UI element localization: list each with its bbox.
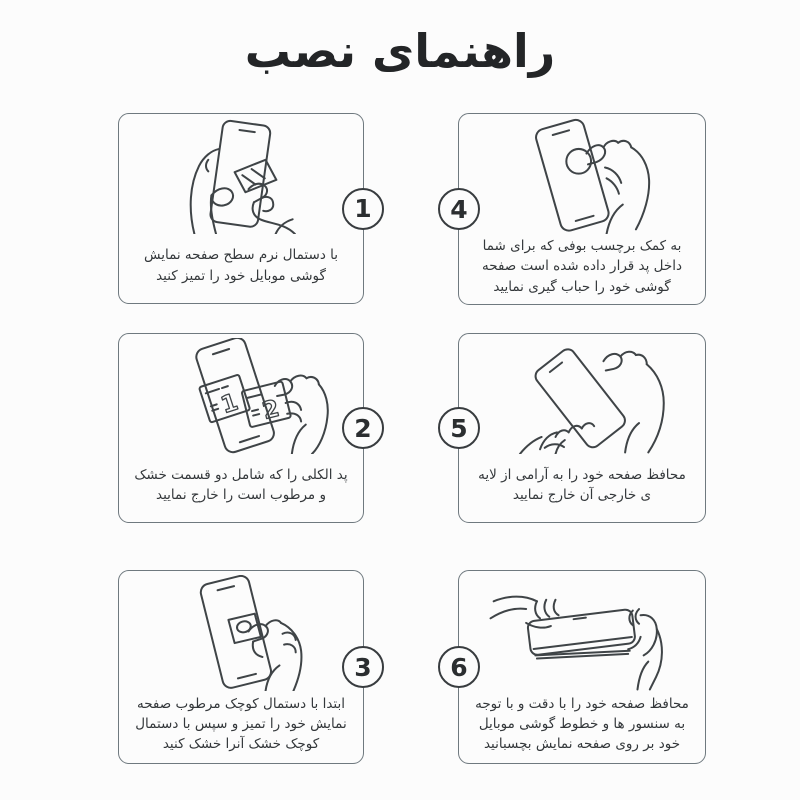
step-5-caption: محافظ صفحه خود را به آرامی از لایه ی خارجی آن خارج نمایید (478, 466, 686, 503)
sachet-2-label: 2 (259, 394, 283, 425)
step-1-panel (118, 113, 372, 304)
step-2-caption: پد الکلی را که شامل دو قسمت خشک و مرطوب است را خارج نمایید (134, 466, 348, 503)
sachet-1-label: 1 (217, 388, 242, 420)
peel-protector-outer-layer-illustration (489, 338, 675, 454)
page-title: راهنمای نصب (244, 24, 556, 78)
step-1-number-badge: 1 (342, 188, 384, 230)
step-5-number-badge: 5 (438, 407, 480, 449)
step-3-art (148, 575, 334, 691)
remove-bubbles-with-buff-sticker-illustration (489, 118, 675, 234)
step-3-caption: ابتدا با دستمال کوچک مرطوب صفحه نمایش خود را تمیز و سپس با دستمال کوچک خشک آنرا خشک کنید (135, 695, 347, 753)
step-3-panel (118, 570, 372, 764)
step-4-caption: به کمک برچسب بوفی که برای شما داخل پد قرار داده شده است صفحه گوشی خود را حباب گیری نمایید (482, 238, 682, 295)
step-1-art (148, 118, 334, 234)
take-out-two-part-alcohol-pads-illustration (148, 338, 334, 454)
step-3-number-badge: 3 (342, 646, 384, 688)
align-and-stick-protector-illustration (489, 575, 675, 691)
step-4-art (489, 118, 675, 234)
step-6-caption: محافظ صفحه خود را با دقت و با توجه به سنسور ها و خطوط گوشی موبایل خود بر روی صفحه نمایش بچسبانید (475, 695, 689, 753)
step-4-panel (450, 113, 706, 305)
step-5-art (489, 338, 675, 454)
step-1-caption: با دستمال نرم سطح صفحه نمایش گوشی موبایل خود را تمیز کنید (143, 247, 338, 284)
step-2-number-badge: 2 (342, 407, 384, 449)
step-6-panel (450, 570, 706, 764)
step-6-art (489, 575, 675, 691)
step-2-panel (118, 333, 372, 523)
step-2-art (148, 338, 334, 454)
step-6-number-badge: 6 (438, 646, 480, 688)
clean-with-wet-then-dry-wipe-illustration (148, 575, 334, 691)
step-4-number-badge: 4 (438, 188, 480, 230)
step-5-panel (450, 333, 706, 523)
wipe-screen-with-soft-cloth-illustration (148, 118, 334, 234)
